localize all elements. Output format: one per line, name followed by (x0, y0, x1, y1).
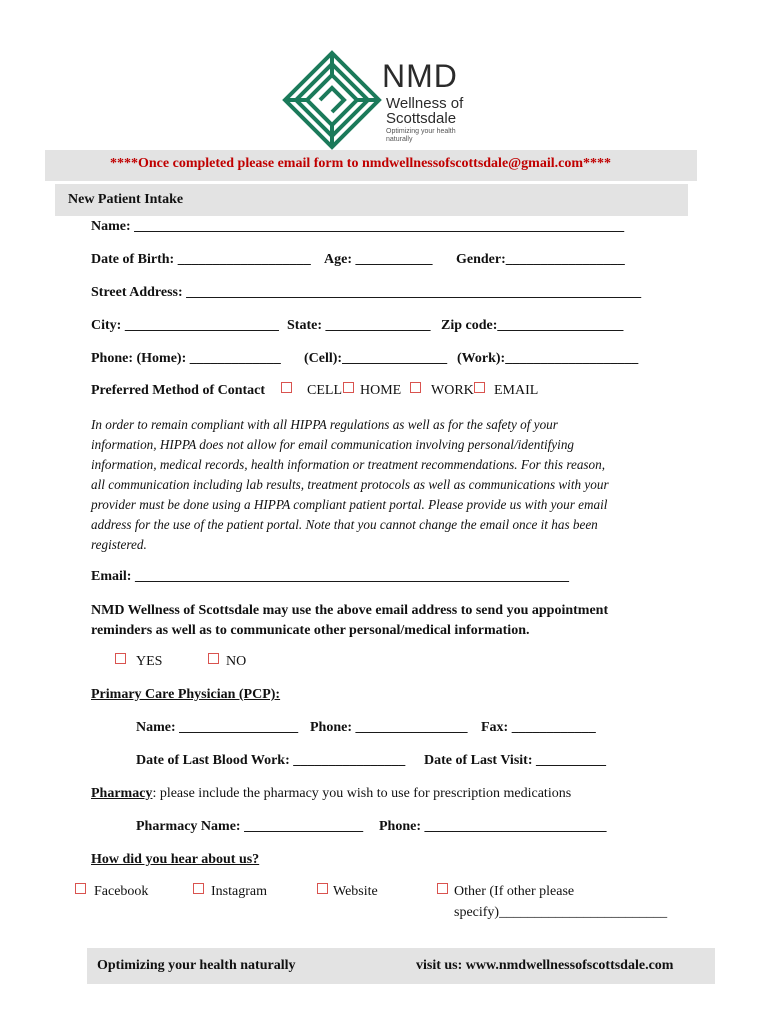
pharmacy-note: : please include the pharmacy you wish to use for prescription medications (152, 786, 572, 801)
consent-line: NMD Wellness of Scottsdale may use the above email address to send you appointment (91, 603, 609, 618)
instagram-checkbox[interactable] (193, 883, 204, 894)
cell-option-label: CELL (307, 383, 342, 398)
age-field[interactable]: Age: ___________ (324, 252, 433, 267)
pharmacy-heading: Pharmacy (91, 786, 153, 801)
contact-method-label: Preferred Method of Contact (91, 383, 266, 398)
pcp-fax-field[interactable]: Fax: ____________ (481, 720, 596, 735)
email-banner-text: ****Once completed please email form to nmdwellnessofscottsdale@gmail.com**** (110, 156, 611, 171)
consent-no-checkbox[interactable] (208, 653, 219, 664)
cell-checkbox[interactable] (281, 382, 292, 393)
phone-cell-field[interactable]: (Cell):_______________ (304, 351, 448, 366)
pharmacy-row (91, 786, 571, 802)
email-checkbox[interactable] (474, 382, 485, 393)
hippa-line: all communication including lab results, treatment protocols as well as communications with your (91, 477, 609, 492)
consent-yes-checkbox[interactable] (115, 653, 126, 664)
facebook-label: Facebook (94, 884, 149, 899)
home-checkbox[interactable] (343, 382, 354, 393)
hippa-line: information, medical records, health information or treatment recommendations. For this reason, (91, 457, 606, 472)
consent-no-label: NO (226, 654, 247, 669)
hippa-line: registered. (91, 537, 147, 552)
consent-text (91, 601, 608, 641)
last-visit-date-field[interactable]: Date of Last Visit: __________ (424, 753, 606, 768)
phone-home-field[interactable]: Phone: (Home): _____________ (91, 351, 281, 366)
hippa-line: In order to remain compliant with all HIPPA regulations as well as for the safety of your (91, 417, 558, 432)
website-checkbox[interactable] (317, 883, 328, 894)
state-field[interactable]: State: _______________ (287, 318, 431, 333)
blood-work-date-field[interactable]: Date of Last Blood Work: ________________ (136, 753, 406, 768)
footer-tagline: Optimizing your health naturally (97, 958, 296, 973)
logo-line2: Scottsdale (386, 110, 457, 127)
referral-heading: How did you hear about us? (91, 852, 260, 867)
hippa-note (91, 415, 609, 555)
logo-tagline: Optimizing your health naturally (386, 128, 456, 143)
consent-line: reminders as well as to communicate other personal/medical information. (91, 623, 530, 638)
city-field[interactable]: City: ______________________ (91, 318, 279, 333)
name-field[interactable]: Name: ______________________________________________________________________ (91, 219, 625, 234)
logo (282, 50, 482, 150)
phone-work-field[interactable]: (Work):___________________ (457, 351, 639, 366)
website-label: Website (333, 884, 378, 899)
logo-mark-icon (282, 50, 382, 150)
hippa-line: address for the use of the patient portal. Note that you cannot change the email once it has been (91, 517, 598, 532)
other-specify-field[interactable]: specify)________________________ (454, 905, 668, 920)
pcp-name-field[interactable]: Name: _________________ (136, 720, 299, 735)
instagram-label: Instagram (211, 884, 267, 899)
work-option-label: WORK (431, 383, 474, 398)
footer-website-link[interactable]: visit us: www.nmdwellnessofscottsdale.com (416, 958, 674, 973)
pharmacy-name-field[interactable]: Pharmacy Name: _________________ (136, 819, 364, 834)
street-address-field[interactable]: Street Address: _________________________________________________________________ (91, 285, 642, 300)
gender-field[interactable]: Gender:_________________ (456, 252, 625, 267)
other-label: Other (If other please (454, 884, 575, 899)
zip-field[interactable]: Zip code:__________________ (441, 318, 624, 333)
work-checkbox[interactable] (410, 382, 421, 393)
logo-line1: Wellness of (386, 95, 464, 112)
consent-yes-label: YES (136, 654, 163, 669)
dob-field[interactable]: Date of Birth: ___________________ (91, 252, 311, 267)
logo-initials: NMD (382, 58, 458, 94)
facebook-checkbox[interactable] (75, 883, 86, 894)
home-option-label: HOME (360, 383, 402, 398)
email-field[interactable]: Email: ______________________________________________________________ (91, 569, 569, 584)
other-checkbox[interactable] (437, 883, 448, 894)
pcp-heading: Primary Care Physician (PCP): (91, 687, 281, 702)
hippa-line: information, HIPPA does not allow for email communication involving personal/identifying (91, 437, 575, 452)
hippa-line: provider must be done using a HIPPA compliant patient portal. Please provide us with your email (91, 497, 608, 512)
section-title: New Patient Intake (68, 192, 184, 207)
pharmacy-phone-field[interactable]: Phone: __________________________ (379, 819, 607, 834)
email-option-label: EMAIL (494, 383, 539, 398)
pcp-phone-field[interactable]: Phone: ________________ (310, 720, 468, 735)
